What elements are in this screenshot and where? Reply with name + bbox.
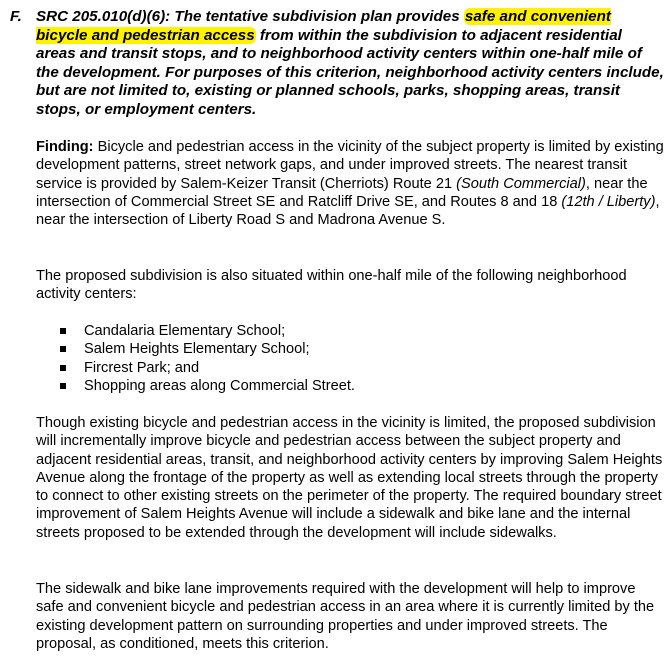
criterion-prefix: SRC 205.010(d)(6): The tentative subdivision plan provides [36, 8, 464, 25]
finding-label: Finding: [36, 139, 94, 155]
activity-intro: The proposed subdivision is also situated within one-half mile of the following neighborhood activity centers: [36, 268, 627, 303]
criterion-suffix: from within the subdivision to adjacent residential areas and transit stops, and to neighborhood activity centers within one-half mile of the development. For purposes of this criterion, neighborhood activity centers include, but are not limited to, existing or planned schools, parks, shopping areas, transit stops, or employment centers. [36, 26, 664, 118]
bullet-icon [60, 346, 66, 352]
finding-text-3: , near the intersection of Liberty Road S and Madrona Avenue S. [36, 193, 660, 229]
list-item: Fircrest Park; and [36, 359, 636, 377]
criterion-f [10, 8, 665, 120]
activity-centers-list [36, 322, 636, 395]
routes-8-18-name: (12th / Liberty) [561, 193, 656, 210]
conclusion-paragraph: The sidewalk and bike lane improvements required with the development will help to improve safe and convenient bicycle and pedestrian access in an area where it is currently limited by the existing development pattern on surrounding properties and under improved streets. The proposal, as conditioned, meets this criterion. [36, 581, 655, 652]
list-item: Salem Heights Elementary School; [36, 340, 636, 358]
criterion-letter: F. [10, 8, 22, 25]
finding-paragraph [36, 138, 666, 229]
criterion-text [36, 8, 665, 120]
improvement-paragraph: Though existing bicycle and pedestrian access in the vicinity is limited, the proposed subdivision will incrementally improve bicycle and pedestrian access between the subject property and adjacent residential areas, transit, and neighborhood activity centers by improving Salem Heights Avenue along the frontage of the property as well as extending local streets through the property to connect to other existing streets on the perimeter of the property. The required boundary street improvement of Salem Heights Avenue will include a sidewalk and bike lane and the internal streets proposed to be extended through the development will include sidewalks. [36, 415, 663, 541]
finding-text-2: , near the intersection of Commercial Street SE and Ratcliff Drive SE, and Routes 8 and 18 [36, 175, 648, 210]
list-item: Candalaria Elementary School; [36, 322, 636, 340]
highlighted-text: safe and convenient bicycle and pedestrian access [36, 8, 611, 44]
finding-text-1: Bicycle and pedestrian access in the vicinity of the subject property is limited by existing development patterns, street network gaps, and under improved streets. The nearest transit service is provided by Salem-Keizer Transit (Cherriots) Route 21 [36, 139, 664, 192]
bullet-icon [60, 328, 66, 334]
route-21-name: (South Commercial) [456, 175, 586, 192]
bullet-icon [60, 383, 66, 389]
bullet-icon [60, 365, 66, 371]
list-item: Shopping areas along Commercial Street. [36, 377, 636, 395]
